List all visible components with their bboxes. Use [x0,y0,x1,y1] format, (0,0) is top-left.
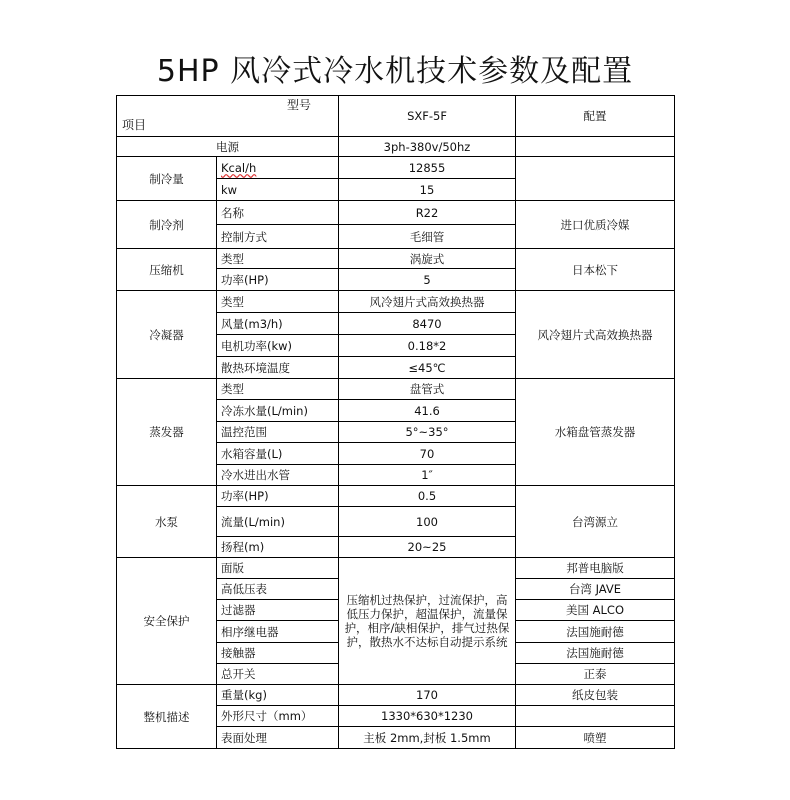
table-row [117,201,675,225]
param-value: 主板 2mm,封板 1.5mm [339,727,516,749]
param-name: 水箱容量(L) [217,443,339,465]
param-value: 41.6 [339,400,516,422]
param-value: 0.5 [339,486,516,507]
param-config [516,706,675,727]
param-value: 170 [339,685,516,706]
param-name: 接触器 [217,643,339,664]
param-name: 类型 [217,379,339,400]
model-label: 型号 [287,98,312,112]
param-value: 盘管式 [339,379,516,400]
refrigerant-config: 进口优质冷媒 [516,201,675,249]
table-row [117,291,675,313]
param-value: R22 [339,201,516,225]
param-name: kw [217,179,339,201]
cooling-capacity-label: 制冷量 [117,157,217,201]
param-name: 功率(HP) [217,486,339,507]
table-row [117,157,675,179]
param-name: 冷水进出水管 [217,465,339,486]
power-row [117,137,675,157]
param-value: 15 [339,179,516,201]
param-name: 总开关 [217,664,339,685]
compressor-label: 压缩机 [117,249,217,291]
param-value: 风冷翅片式高效换热器 [339,291,516,313]
item-label: 项目 [122,118,147,132]
param-name: 过滤器 [217,600,339,621]
table-row [117,249,675,269]
param-name: 类型 [217,249,339,269]
param-config: 美国 ALCO [516,600,675,621]
table-row [117,558,675,579]
table-row [117,685,675,706]
param-value: 100 [339,507,516,537]
cooling-capacity-config [516,157,675,201]
param-value: 8470 [339,313,516,335]
table-row [117,486,675,507]
config-header: 配置 [516,96,675,137]
param-name: 相序继电器 [217,621,339,643]
param-name: 面版 [217,558,339,579]
param-config: 正泰 [516,664,675,685]
param-config: 法国施耐德 [516,621,675,643]
header-diagonal-cell [117,96,339,137]
param-name: 电机功率(kw) [217,335,339,357]
spec-table [116,95,675,749]
param-value: 涡旋式 [339,249,516,269]
param-name: 冷冻水量(L/min) [217,400,339,422]
model-value: SXF-5F [339,96,516,137]
param-name: 控制方式 [217,225,339,249]
safety-label: 安全保护 [117,558,217,685]
param-value: 1330*630*1230 [339,706,516,727]
power-config [516,137,675,157]
param-name: 重量(kg) [217,685,339,706]
param-name: 散热环境温度 [217,357,339,379]
param-name: 类型 [217,291,339,313]
protection-text: 压缩机过热保护，过流保护，高低压力保护，超温保护，流量保护，相序/缺相保护，排气过热保护，散热水不达标自动提示系统 [339,558,516,685]
param-config: 邦普电脑版 [516,558,675,579]
param-name: 功率(HP) [217,269,339,291]
page-title: 5HP 风冷式冷水机技术参数及配置 [156,54,634,89]
header-row [117,96,675,137]
param-value: 5 [339,269,516,291]
param-value: 0.18*2 [339,335,516,357]
param-name: 表面处理 [217,727,339,749]
param-name: 扬程(m) [217,537,339,558]
param-name: 温控范围 [217,422,339,443]
refrigerant-label: 制冷剂 [117,201,217,249]
param-value: 1″ [339,465,516,486]
param-value: ≤45℃ [339,357,516,379]
param-name: 外形尺寸（mm） [217,706,339,727]
power-value: 3ph-380v/50hz [339,137,516,157]
evaporator-label: 蒸发器 [117,379,217,486]
param-value: 20~25 [339,537,516,558]
param-name: 风量(m3/h) [217,313,339,335]
power-label: 电源 [117,137,339,157]
pump-config: 台湾源立 [516,486,675,558]
evaporator-config: 水箱盘管蒸发器 [516,379,675,486]
param-config: 法国施耐德 [516,643,675,664]
param-value: 毛细管 [339,225,516,249]
compressor-config: 日本松下 [516,249,675,291]
condenser-label: 冷凝器 [117,291,217,379]
param-value: 70 [339,443,516,465]
param-config: 台湾 JAVE [516,579,675,600]
table-row [117,379,675,400]
param-name: 名称 [217,201,339,225]
param-value: 12855 [339,157,516,179]
param-name: 流量(L/min) [217,507,339,537]
pump-label: 水泵 [117,486,217,558]
param-name: Kcal/h [221,160,257,175]
param-config: 喷塑 [516,727,675,749]
param-value: 5°~35° [339,422,516,443]
overall-label: 整机描述 [117,685,217,749]
param-name: 高低压表 [217,579,339,600]
condenser-config: 风冷翅片式高效换热器 [516,291,675,379]
param-config: 纸皮包装 [516,685,675,706]
